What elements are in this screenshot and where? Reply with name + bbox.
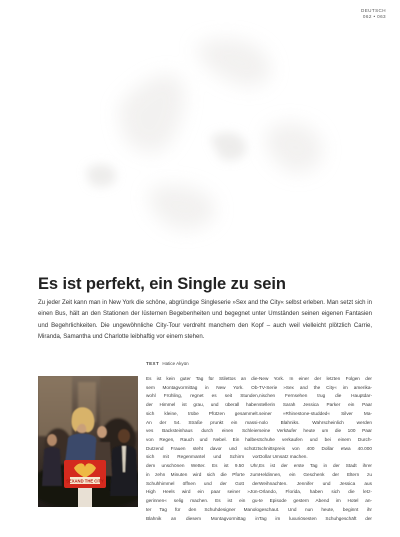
column-2-line: Dollar Umsatz machen. xyxy=(259,454,308,460)
column-1-line: wohl Frühling, regnet es seit Stunden, xyxy=(146,393,259,399)
column-1-line: Blahnik an diesem Montagvormittag in xyxy=(146,515,259,521)
column-2-line: seiner »Rhinestone-studded« Silver Ma- xyxy=(259,410,372,416)
article-column-2 xyxy=(259,375,372,523)
folio-page-numbers: 062 • 063 xyxy=(362,13,386,19)
article-column-1 xyxy=(146,375,259,523)
column-1-line: sich kleine, trübe Pfützen gesammelt. xyxy=(146,410,259,416)
column-1-line: dem unschönen Wetter. Es ist 9.50 Uhr, xyxy=(146,463,259,469)
column-1-line: der Himmel ist grau, und überall haben xyxy=(146,402,259,408)
column-2-line: Es ist der erste Tag in der Stadt ihrer xyxy=(259,463,372,469)
column-1-line: in zehn Minuten wird sich die Pforte zum xyxy=(146,471,259,477)
column-2-line: Orlando, Florida, haben sich die letz- xyxy=(259,489,372,495)
byline-label: TEXT xyxy=(146,361,160,366)
street-scene-photo xyxy=(38,376,138,507)
article-title: Es ist perfekt, ein Single zu sein xyxy=(38,275,286,293)
column-2-line: Heldinnen, ein Geschenk der Eltern zu xyxy=(259,471,372,477)
column-2-line: nolo Blahniks. Wahrscheinlich werden xyxy=(259,419,372,425)
hero-image-faded xyxy=(0,20,400,260)
column-1-line: sich mit Regenmantel und Schirm vor xyxy=(146,454,259,460)
column-2-line: schnittspreis von 400 Dollar etwa 40.000 xyxy=(259,445,372,451)
column-1-line: ter Tag für den Schuhdesigner Manolo xyxy=(146,506,259,512)
column-1-line: ves Backsteinhaus durch einen Schleier xyxy=(146,428,259,434)
byline xyxy=(146,361,189,366)
column-1-line: High Heels wird ein paar seiner »Jün- xyxy=(146,489,259,495)
column-2-line: seine Verkäufer heute um die 100 Paar xyxy=(259,428,372,434)
folio xyxy=(361,8,386,19)
column-2-line: Tag im luxuriösesten Schuhgeschäft der xyxy=(259,515,372,521)
column-2-line: geschaut. Und nun heute, beginnt ihr xyxy=(259,506,372,512)
column-2-line: stellerin Sarah Jessica Parker ein Paar xyxy=(259,402,372,408)
column-2-line: te Episode gestern Abend im Hotel an- xyxy=(259,498,372,504)
column-1-line: An der 54. Straße prunkt ein massi- xyxy=(146,419,259,425)
column-2-line: nischen Fernsehen trug die Hauptdar- xyxy=(259,393,372,399)
article-lede: Zu jeder Zeit kann man in New York die schöne, abgründige Singleserie »Sex and the City« selbst erleben. Man setzt sich in einen Bus, hält an den Stationen der lüsternen Begebenheiten und begegnet unter Umständen seinen eigenen Fantasien und Begehrlichkeiten. Die ungewöhnliche City-Tour verdreht manchem den Kopf – auch weil vielleicht plötzlich Carrie, Miranda, Samantha und Charlotte leibhaftig vor einem stehen. xyxy=(38,300,372,341)
column-1-line: Es ist kein guter Tag für Stilettos an die- xyxy=(146,376,259,381)
column-1-line: sem Montagvormittag in New York. Ob- xyxy=(146,384,259,390)
column-2-line: Schuhe verkaufen und bei einem Durch- xyxy=(259,437,372,443)
column-1-line: gerinnen« selig machen. Es ist ein gu- xyxy=(146,498,259,504)
column-1-line: Schuhhimmel öffnen und der Gott der xyxy=(146,480,259,486)
column-2-line: New York. In einer der letzten Folgen der xyxy=(259,376,372,381)
column-1-line: Dutzend Frauen steht davor und schützt xyxy=(146,445,259,451)
byline-author: Hatice Akyün xyxy=(162,361,189,366)
photo-sign-text: SEXAND THE CITY xyxy=(66,478,104,484)
folio-language: DEUTSCH xyxy=(360,8,386,13)
column-2-line: Weihnachten. Jennifer und Jessica aus xyxy=(259,480,372,486)
column-2-line: TV-Serie »Sex and the City« im amerika- xyxy=(259,384,372,390)
column-1-line: von Regen, Rauch und Nebel. Ein halbes xyxy=(146,437,259,443)
